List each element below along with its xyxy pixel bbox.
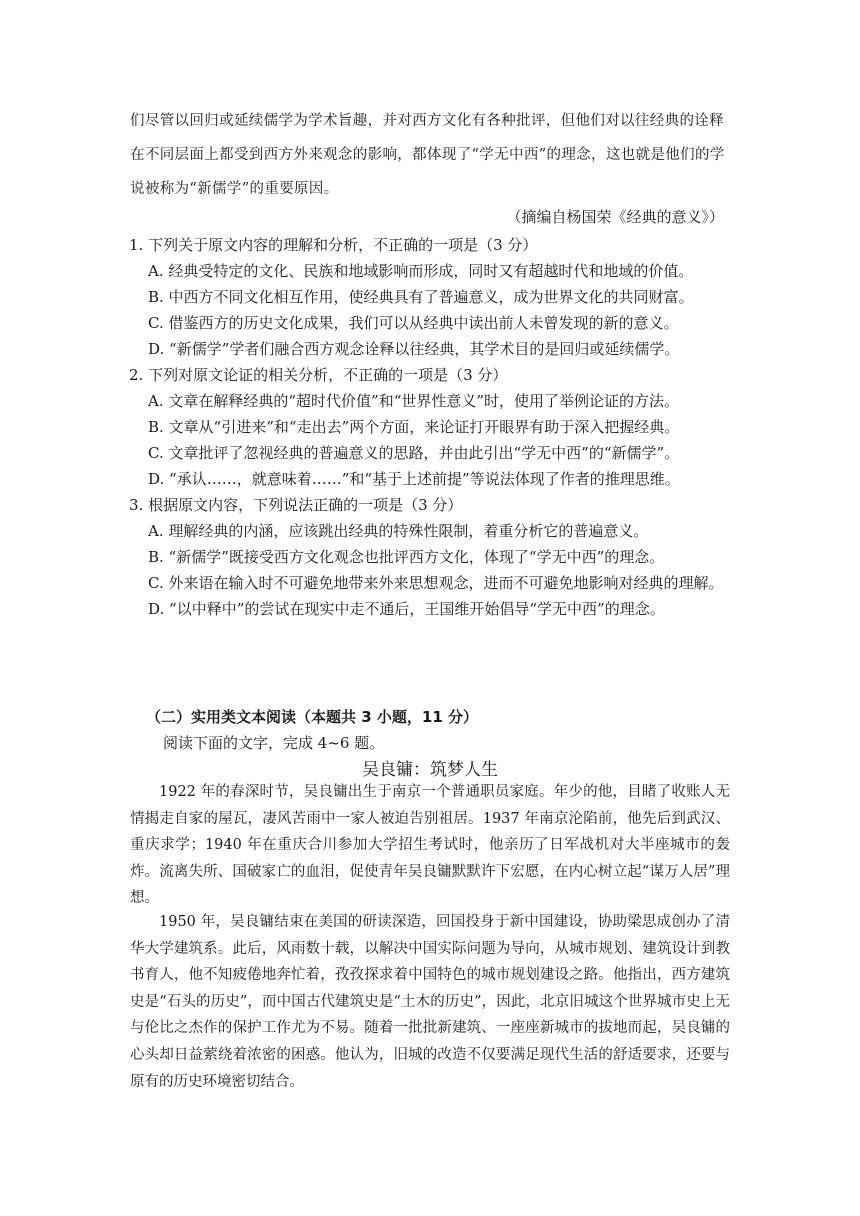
source-citation: （摘编自杨国荣《经典的意义》） bbox=[506, 208, 724, 226]
option: C. 外来语在输入时不可避免地带来外来思想观念，进而不可避免地影响对经典的理解。 bbox=[148, 574, 724, 592]
option: B. “新儒学”既接受西方文化观念也批评西方文化，体现了“学无中西”的理念。 bbox=[148, 548, 665, 566]
passage-paragraph: 们尽管以回归或延续儒学为学术旨趣，并对西方文化有各种批评，但他们对以往经典的诠释在不同层面上都受到西方外来观念的影响，都体现了“学无中西”的理念，这也就是他们的学说被称为“新儒学”的重要原因。 bbox=[130, 113, 725, 197]
option: B. 文章从“引进来”和“走出去”两个方面，来论证打开眼界有助于深入把握经典。 bbox=[148, 418, 680, 436]
option: A. 经典受特定的文化、民族和地域影响而形成，同时又有超越时代和地域的价值。 bbox=[148, 262, 694, 280]
option: D. “承认……，就意味着……”和“基于上述前提”等说法体现了作者的推理思维。 bbox=[148, 470, 680, 488]
article-title: 吴良镛：筑梦人生 bbox=[362, 760, 498, 780]
section-instruction: 阅读下面的文字，完成 4~6 题。 bbox=[163, 734, 385, 752]
option: B. 中西方不同文化相互作用，使经典具有了普遍意义，成为世界文化的共同财富。 bbox=[148, 288, 694, 306]
option: D. “新儒学”学者们融合西方观念诠释以往经典，其学术目的是回归或延续儒学。 bbox=[148, 340, 680, 358]
article-paragraph: 1922 年的春深时节，吴良镛出生于南京一个普通职员家庭。年少的他，目睹了收账人无情揭走自家的屋瓦，凄风苦雨中一家人被迫告别祖居。1937 年南京沦陷前，他先后到武汉、重庆求学；1940 年在重庆合川参加大学招生考试时，他亲历了日军战机对大半座城市的轰炸。流离失所、国破家亡的血泪，促使青年吴良镛默默许下宏愿，在内心树立起“谋万人居”理想。 bbox=[130, 784, 730, 907]
option: C. 文章批评了忽视经典的普遍意义的思路，并由此引出“学无中西”的“新儒学”。 bbox=[148, 444, 680, 462]
question-stem: 3. 根据原文内容，下列说法正确的一项是（3 分） bbox=[129, 496, 463, 514]
question-stem: 2. 下列对原文论证的相关分析，不正确的一项是（3 分） bbox=[129, 366, 508, 384]
question-stem: 1. 下列关于原文内容的理解和分析，不正确的一项是（3 分） bbox=[129, 236, 538, 254]
option: D. “以中释中”的尝试在现实中走不通后，王国维开始倡导“学无中西”的理念。 bbox=[148, 600, 665, 618]
option: A. 文章在解释经典的“超时代价值”和“世界性意义”时，使用了举例论证的方法。 bbox=[148, 392, 680, 410]
section-heading: （二）实用类文本阅读（本题共 3 小题，11 分） bbox=[146, 708, 478, 726]
option: C. 借鉴西方的历史文化成果，我们可以从经典中读出前人未曾发现的新的意义。 bbox=[148, 314, 679, 332]
article-paragraph: 1950 年，吴良镛结束在美国的研读深造，回国投身于新中国建设，协助梁思成创办了清华大学建筑系。此后，风雨数十载，以解决中国实际问题为导向，从城市规划、建筑设计到教书育人，他不知疲倦地奔忙着，孜孜探求着中国特色的城市规划建设之路。他指出，西方建筑史是“石头的历史”，而中国古代建筑史是“土木的历史”，因此，北京旧城这个世界城市史上无与伦比之杰作的保护工作尤为不易。随着一批批新建筑、一座座新城市的拔地而起，吴良镛的心头却日益萦绕着浓密的困惑。他认为，旧城的改造不仅要满足现代生活的舒适要求，还要与原有的历史环境密切结合。 bbox=[130, 914, 730, 1090]
option: A. 理解经典的内涵，应该跳出经典的特殊性限制，着重分析它的普遍意义。 bbox=[148, 522, 649, 540]
